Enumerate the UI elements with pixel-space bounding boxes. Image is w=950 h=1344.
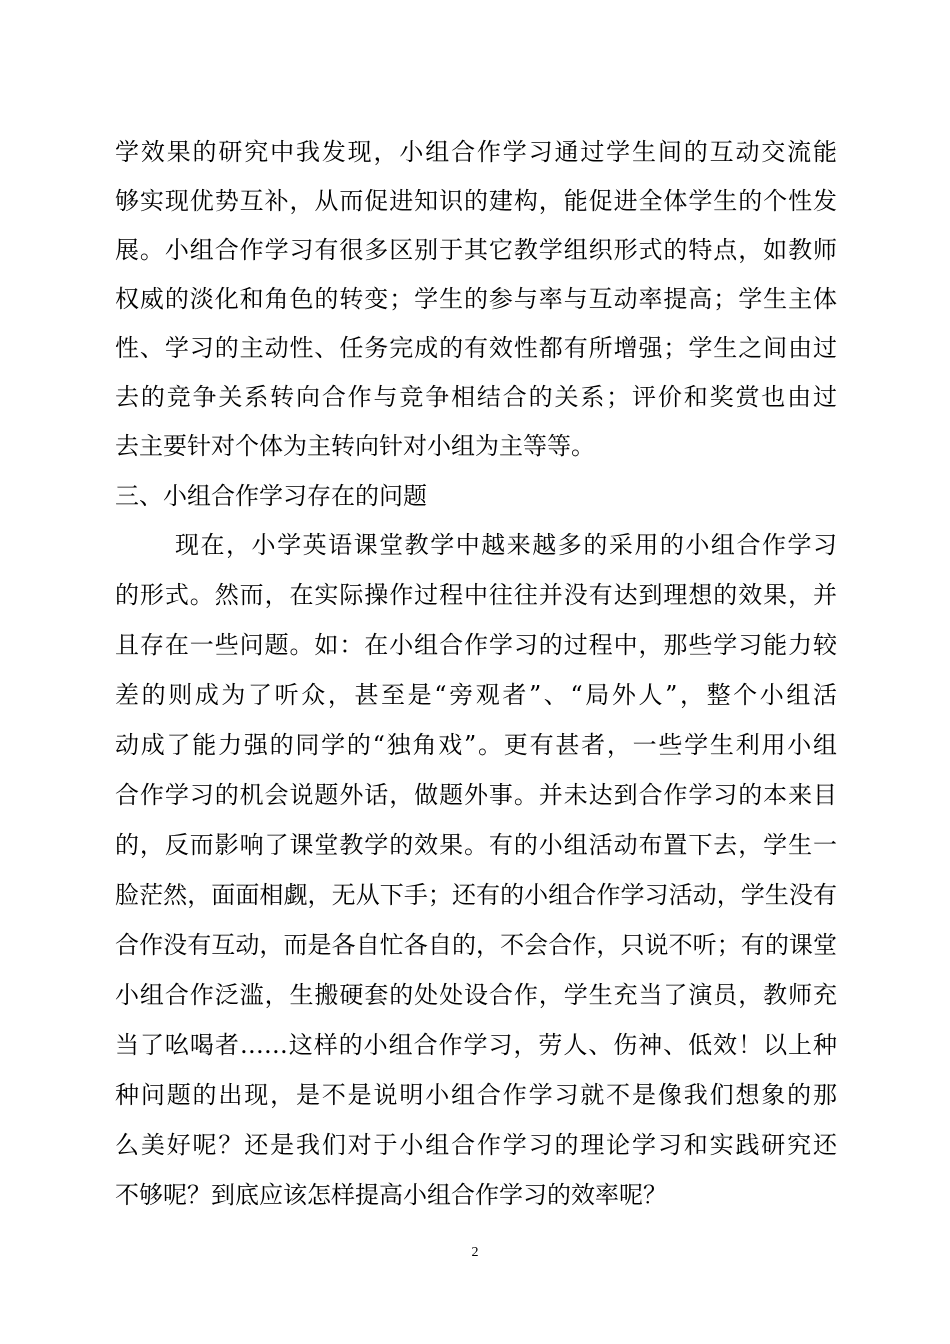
paragraph-line: 性、学习的主动性、任务完成的有效性都有所增强；学生之间由过 — [115, 334, 837, 362]
paragraph-line: 且存在一些问题。如：在小组合作学习的过程中，那些学习能力较 — [115, 631, 837, 659]
paragraph-line: 差的则成为了听众，甚至是“旁观者”、“局外人”，整个小组活 — [115, 681, 837, 709]
paragraph-line: 合作没有互动，而是各自忙各自的，不会合作，只说不听；有的课堂 — [115, 931, 837, 959]
paragraph-line: 的，反而影响了课堂教学的效果。有的小组活动布置下去，学生一 — [115, 831, 837, 859]
page-number: 2 — [471, 1245, 479, 1260]
paragraph-line: 去主要针对个体为主转向针对小组为主等等。 — [115, 432, 595, 460]
paragraph-line: 学效果的研究中我发现，小组合作学习通过学生间的互动交流能 — [115, 138, 837, 166]
paragraph-line: 现在，小学英语课堂教学中越来越多的采用的小组合作学习 — [175, 531, 837, 559]
paragraph-line: 合作学习的机会说题外话，做题外事。并未达到合作学习的本来目 — [115, 781, 837, 809]
paragraph-line: 的形式。然而，在实际操作过程中往往并没有达到理想的效果，并 — [115, 581, 837, 609]
paragraph-line: 当了吆喝者……这样的小组合作学习，劳人、伤神、低效！以上种 — [115, 1031, 837, 1059]
paragraph-line: 动成了能力强的同学的“独角戏”。更有甚者，一些学生利用小组 — [115, 731, 837, 759]
paragraph-line: 不够呢？到底应该怎样提高小组合作学习的效率呢？ — [115, 1181, 667, 1209]
paragraph-line: 小组合作泛滥，生搬硬套的处处设合作，学生充当了演员，教师充 — [115, 981, 837, 1009]
section-heading: 三、小组合作学习存在的问题 — [115, 482, 427, 510]
paragraph-line: 脸茫然，面面相觑，无从下手；还有的小组合作学习活动，学生没有 — [115, 881, 837, 909]
paragraph-line: 够实现优势互补，从而促进知识的建构，能促进全体学生的个性发 — [115, 187, 837, 215]
paragraph-line: 展。小组合作学习有很多区别于其它教学组织形式的特点，如教师 — [115, 236, 837, 264]
paragraph-line: 去的竞争关系转向合作与竞争相结合的关系；评价和奖赏也由过 — [115, 383, 837, 411]
paragraph-line: 权威的淡化和角色的转变；学生的参与率与互动率提高；学生主体 — [115, 285, 837, 313]
paragraph-line: 么美好呢？还是我们对于小组合作学习的理论学习和实践研究还 — [115, 1131, 837, 1159]
paragraph-line: 种问题的出现，是不是说明小组合作学习就不是像我们想象的那 — [115, 1081, 837, 1109]
